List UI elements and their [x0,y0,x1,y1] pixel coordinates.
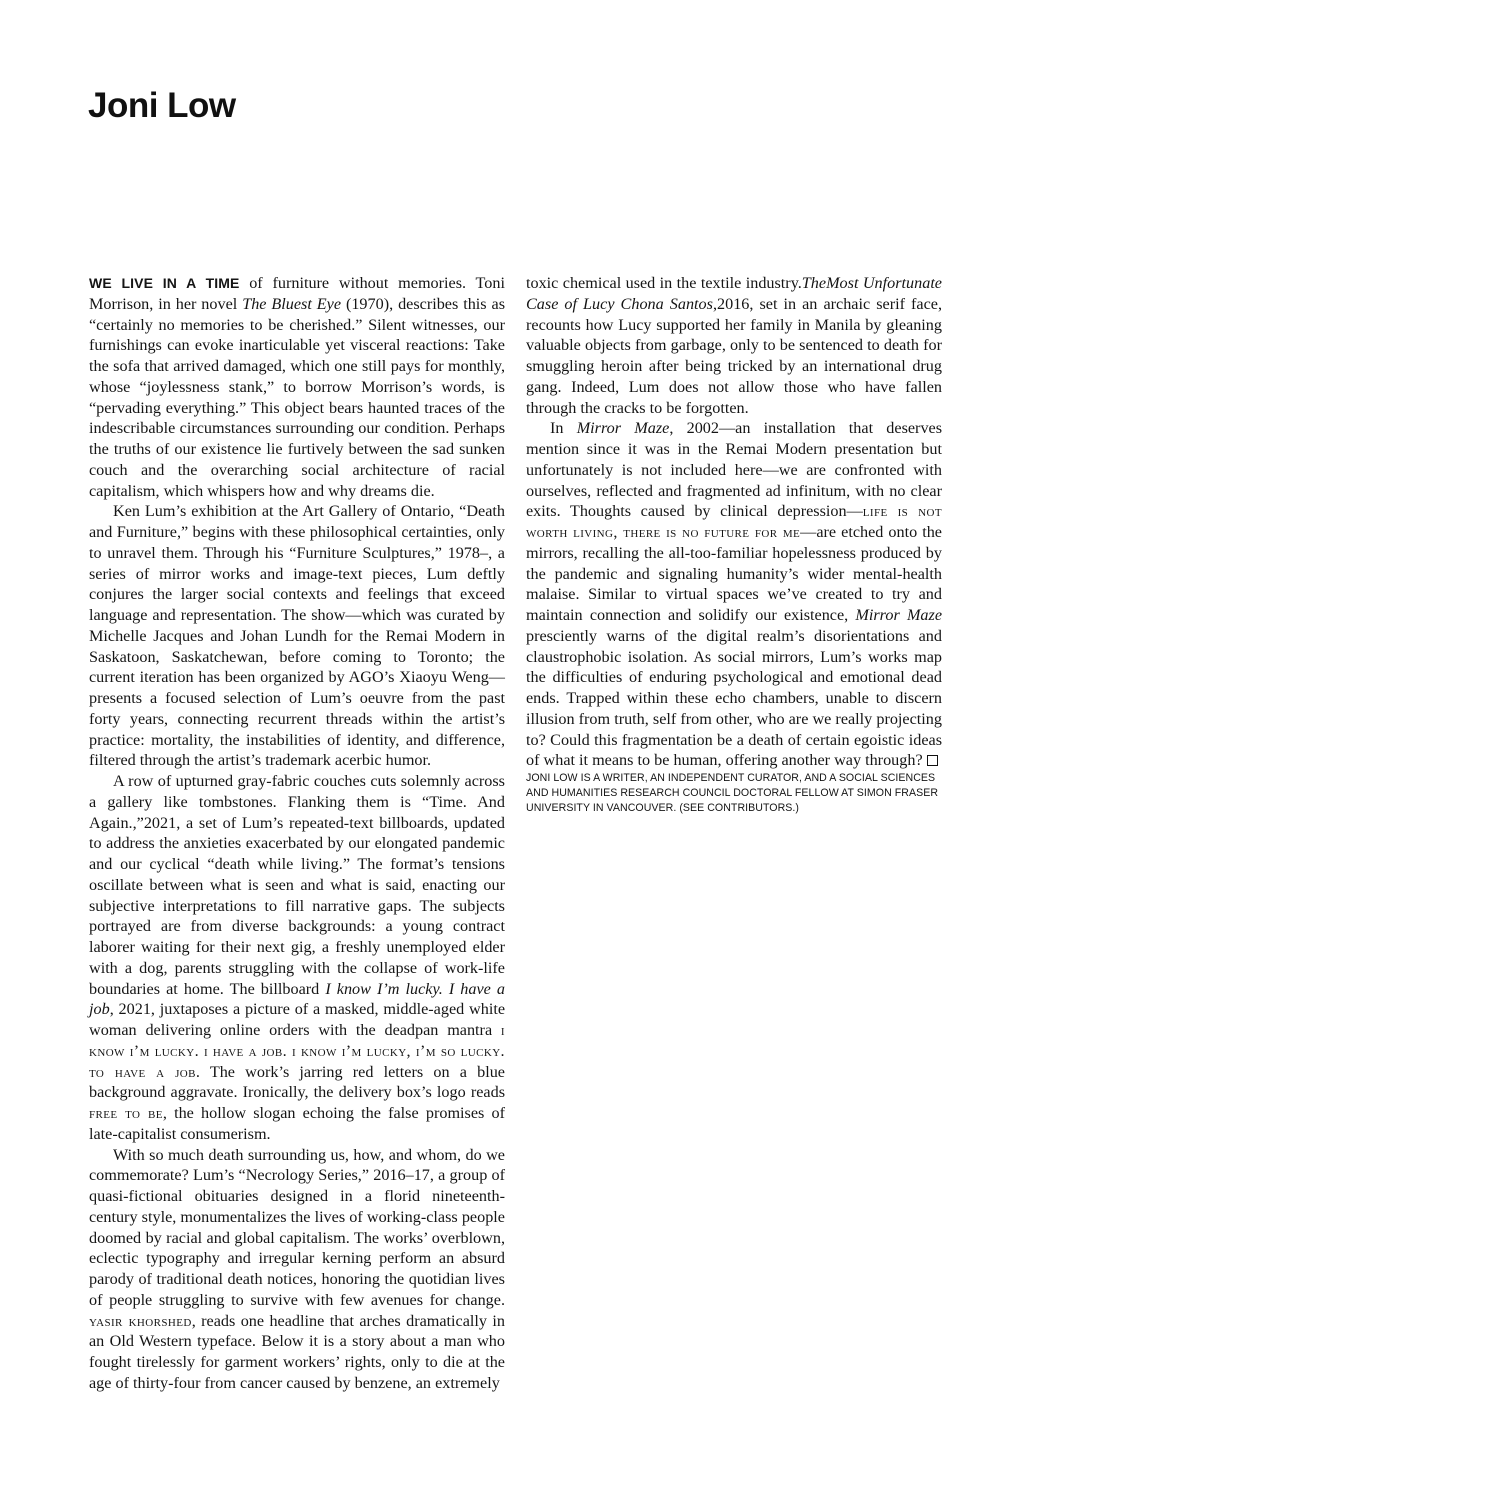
text-run: of furniture without memories. Toni Morrison, in her novel [89,274,505,313]
etched-text: life is not worth living, there is no future for me [526,502,942,541]
artwork-title: Most Unfortunate Case of Lucy Chona Santos [526,274,942,313]
paragraph-4-continued [526,273,942,418]
article-column-left [89,273,505,1394]
lead-in: WE LIVE IN A TIME [89,275,240,291]
headline-name: yasir khorshed [89,1311,192,1330]
text-run: , [712,294,717,313]
paragraph-5 [526,418,942,771]
article-column-right [526,273,942,816]
article-author-title: Joni Low [88,86,236,125]
billboard-text: i know i’m lucky. i have a job. i know i’m lucky, i’m so lucky. to have a job [89,1021,505,1081]
text-run: , reads one headline that arches dramatically in an Old Western typeface. Below it is a story about a man who fought tirelessly for garment workers’ rights, only to die at the age of thirty-four from cancer caused by benzene, an extremely [89,1311,505,1392]
paragraph-1 [89,273,505,501]
artwork-title: The [801,274,827,292]
paragraph-4 [89,1145,505,1394]
text-run: A row of upturned gray-fabric couches cuts solemnly across a gallery like tombstones. Flanking them is “Time. And Again.,”2021, a set of Lum’s repeated-text billboards, updated to address the anxieties exacerbated by our elongated pandemic and our cyclical “death while living.” The format’s tensions oscillate between what is seen and what is said, enacting our subjective interpretations to fill narrative gaps. The subjects portrayed are from diverse backgrounds: a young contract laborer waiting for their next gig, a freshly unemployed elder with a dog, parents struggling with the collapse of work-life boundaries at home. The billboard [89,772,505,998]
end-mark-icon [927,755,938,766]
text-run: presciently warns of the digital realm’s disorientations and claustrophobic isolation. As social mirrors, Lum’s works map the difficulties of enduring psychological and emotional dead ends. Trapped within these echo chambers, unable to discern illusion from truth, self from other, who are we really projecting to? Could this fragmentation be a death of certain egoistic ideas of what it means to be human, offering another way through? [526,626,942,770]
logo-text: free to be [89,1104,163,1122]
author-bio: JONI LOW IS A WRITER, AN INDEPENDENT CURATOR, AND A SOCIAL SCIENCES AND HUMANITIES RESEARCH COUNCIL DOCTORAL FELLOW AT SIMON FRASER UNIVERSITY IN VANCOUVER. (SEE CONTRIBUTORS.) [526,772,939,814]
paragraph-3 [89,771,505,1145]
text-run: , 2002—an installation that deserves mention since it was in the Remai Modern presentation but unfortunately is not included here—we are confronted with ourselves, reflected and fragmented ad infinitum, with no clear exits. Thoughts caused by clinical depression— [526,419,943,521]
paragraph-2: Ken Lum’s exhibition at the Art Gallery of Ontario, “Death and Furniture,” begins with these philosophical certainties, only to unravel them. Through his “Furniture Sculptures,” 1978–, a series of mirror works and image-text pieces, Lum deftly conjures the larger social contexts and feelings that exceed language and representation. The show—which was curated by Michelle Jacques and Johan Lundh for the Remai Modern in Saskatoon, Saskatchewan, before coming to Toronto; the current iteration has been organized by AGO’s Xiaoyu Weng—presents a focused selection of Lum’s oeuvre from the past forty years, connecting recurrent threads within the artist’s practice: mortality, the instabilities of identity, and difference, filtered through the artist’s trademark acerbic humor. [89,502,505,770]
text-run: , 2021, juxtaposes a picture of a masked, middle-aged white woman delivering online orders with the deadpan mantra [89,1000,505,1039]
text-run: 2016, set in an archaic serif face, recounts how Lucy supported her family in Manila by gleaning valuable objects from garbage, only to be sentenced to death for smuggling heroin after being tricked by an international drug gang. Indeed, Lum does not allow those who have fallen through the cracks to be forgotten. [526,294,943,417]
text-run: . The work’s jarring red letters on a blue background aggravate. Ironically, the delivery box’s logo reads [89,1062,505,1102]
text-run: In [550,419,577,438]
text-run: toxic chemical used in the textile industry. [526,274,802,292]
artwork-title: Mirror Maze [855,606,943,624]
text-run: With so much death surrounding us, how, and whom, do we commemorate? Lum’s “Necrology Series,” 2016–17, a group of quasi-fictional obituaries designed in a florid nineteenth-century style, monumentalizes the lives of working-class people doomed by racial and global capitalism. The works’ overblown, eclectic typography and irregular kerning perform an absurd parody of traditional death notices, honoring the quotidian lives of people struggling to survive with few avenues for change. [89,1145,505,1309]
artwork-title: Mirror Maze [576,419,670,438]
text-run: —are etched onto the mirrors, recalling the all-too-familiar hopelessness produced by the pandemic and signaling humanity’s wider mental-health malaise. Similar to virtual spaces we’ve created to try and maintain connection and solidify our existence, [526,523,942,624]
book-title: The Bluest Eye [242,294,342,313]
artwork-title: I know I’m lucky. I have a job [89,979,505,1019]
text-run: (1970), describes this as “certainly no memories to be cherished.” Silent witnesses, our furnishings can evoke inarticulable yet visceral reactions: Take the sofa that arrived damaged, which one still pays for monthly, whose “joylessness stank,” to borrow Morrison’s words, is “pervading everything.” This object bears haunted traces of the indescribable circumstances surrounding our condition. Perhaps the truths of our existence lie furtively between the sad sunken couch and the overarching social architecture of racial capitalism, which whispers how and why dreams die. [89,294,505,500]
text-run: , the hollow slogan echoing the false promises of late-capitalist consumerism. [89,1104,506,1143]
